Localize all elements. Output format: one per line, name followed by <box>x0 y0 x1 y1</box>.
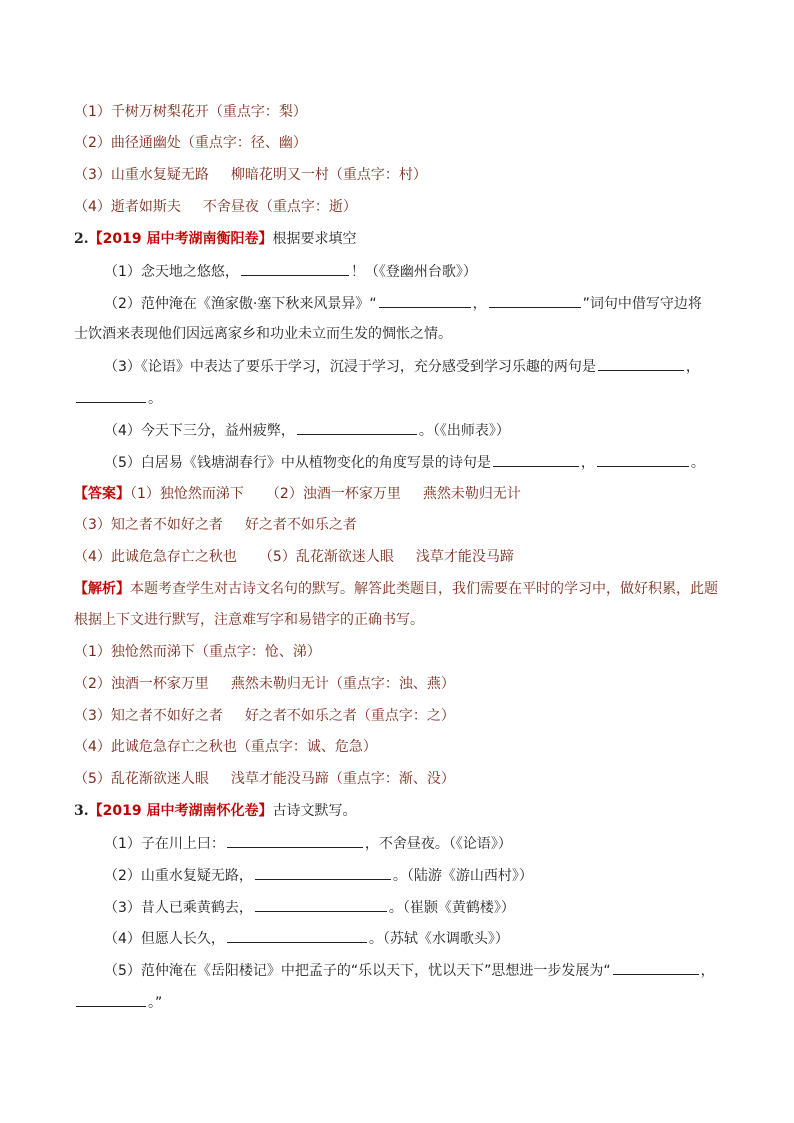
text: 根据上下文进行默写，注意难写字和易错字的正确书写。 <box>74 612 424 628</box>
question-title: 古诗文默写。 <box>272 803 357 819</box>
text: （2）曲径通幽处（重点字：径、幽） <box>74 135 307 151</box>
q2-sub-1 <box>104 260 720 282</box>
text: （5）乱花渐欲迷人眼 <box>258 549 394 565</box>
text: （1）念天地之悠悠， <box>104 264 239 280</box>
text: ， <box>580 455 595 471</box>
explain-line-3 <box>74 705 720 727</box>
prev-explain-line-4 <box>74 196 720 218</box>
text: 浅草才能没马蹄 <box>415 549 514 565</box>
text: 燕然未勒归无计 <box>422 486 521 502</box>
text: 。 <box>690 455 705 471</box>
answer-blank <box>76 387 146 403</box>
question-number: 3. <box>74 803 89 819</box>
text: （4）但愿人长久， <box>104 931 225 947</box>
prev-explain-line-3 <box>74 164 720 186</box>
q3-sub-1 <box>104 832 720 854</box>
text: （1）独怆然而涕下 <box>130 486 244 502</box>
text: 。（《出师表》） <box>418 423 510 439</box>
q2-sub-2 <box>104 292 720 314</box>
text: 好之者不如乐之者 <box>244 517 357 533</box>
text: ， <box>685 359 700 375</box>
text: （3）《论语》中表达了要乐于学习，沉浸于学习，充分感受到学习乐趣的两句是 <box>104 359 596 375</box>
q3-sub-4 <box>104 927 720 949</box>
explain-line-4 <box>74 736 720 758</box>
text: 。（陆游《游山西村》） <box>392 868 533 884</box>
answer-blank <box>255 864 391 880</box>
text: ， <box>472 296 487 312</box>
answer-tag: 【答案】 <box>74 486 130 502</box>
text: （5）乱花渐欲迷人眼 <box>74 771 209 787</box>
question-2-header <box>74 228 720 250</box>
answer-blank <box>297 419 417 435</box>
text: （2）山重水复疑无路， <box>104 868 253 884</box>
text: ”词句中借写守边将 <box>582 296 702 312</box>
question-number: 2. <box>74 231 89 247</box>
text: （3）知之者不如好之者 <box>74 708 223 724</box>
answer-line-3 <box>74 546 720 568</box>
text: 柳暗花明又一村（重点字：村） <box>230 167 427 183</box>
question-title: 根据要求填空 <box>272 231 357 247</box>
text: （5）白居易《钱塘湖春行》中从植物变化的角度写景的诗句是 <box>104 455 491 471</box>
text: 本题考查学生对古诗文名句的默写。解答此类题目，我们需要在平时的学习中，做好积累，此题 <box>130 581 718 597</box>
text: 燕然未勒归无计（重点字：浊、燕） <box>230 676 455 692</box>
text: （3）昔人已乘黄鹤去， <box>104 900 253 916</box>
explain-line-5 <box>74 768 720 790</box>
text: （2）浊酒一杯家万里 <box>265 486 401 502</box>
explain-line-1 <box>74 641 720 663</box>
answer-line-1 <box>74 483 720 505</box>
q3-sub-2 <box>104 864 720 886</box>
text: 。” <box>148 995 163 1011</box>
q2-sub-5 <box>104 451 720 473</box>
question-source: 【2019 届中考湖南衡阳卷】 <box>88 231 273 247</box>
prev-explain-line-1 <box>74 101 720 123</box>
answer-line-2 <box>74 514 720 536</box>
answer-blank <box>598 355 684 371</box>
text: （5）范仲淹在《岳阳楼记》中把孟子的“乐以天下，忧以天下”思想进一步发展为“ <box>104 963 611 979</box>
answer-blank <box>241 260 349 276</box>
q2-sub-3 <box>104 355 720 377</box>
explain-line-2 <box>74 673 720 695</box>
text: 好之者不如乐之者（重点字：之） <box>244 708 455 724</box>
text: 。 <box>148 391 162 407</box>
q2-sub-4 <box>104 419 720 441</box>
q3-sub-5 <box>104 959 720 981</box>
answer-blank <box>379 292 471 308</box>
answer-blank <box>489 292 581 308</box>
text: （3）知之者不如好之者 <box>74 517 223 533</box>
answer-blank <box>613 959 699 975</box>
text: （2）浊酒一杯家万里 <box>74 676 209 692</box>
text: （3）山重水复疑无路 <box>74 167 209 183</box>
answer-blank <box>255 896 387 912</box>
answer-blank <box>227 927 367 943</box>
text: ！（《登幽州台歌》） <box>350 264 477 280</box>
answer-blank <box>227 832 363 848</box>
answer-blank <box>76 991 146 1007</box>
answer-blank <box>597 451 689 467</box>
text: （4）此诚危急存亡之秋也 <box>74 549 237 565</box>
q3-sub-5-cont <box>74 991 720 1013</box>
text: 士饮酒来表现他们因远离家乡和功业未立而生发的惆怅之情。 <box>74 326 452 342</box>
question-source: 【2019 届中考湖南怀化卷】 <box>88 803 273 819</box>
text: （1）独怆然而涕下（重点字：怆、涕） <box>74 644 321 660</box>
text: （2）范仲淹在《渔家傲·塞下秋来风景异》“ <box>104 296 377 312</box>
analysis-tag: 【解析】 <box>74 581 130 597</box>
text: （4）今天下三分，益州疲弊， <box>104 423 295 439</box>
prev-explain-line-2 <box>74 132 720 154</box>
answer-blank <box>493 451 579 467</box>
text: 。（苏轼《水调歌头》） <box>368 931 509 947</box>
text: 。（崔颢《黄鹤楼》） <box>388 900 515 916</box>
analysis-line-1 <box>74 578 720 600</box>
analysis-line-2 <box>74 609 720 631</box>
text: 不舍昼夜（重点字：逝） <box>202 199 357 215</box>
text: （4）此诚危急存亡之秋也（重点字：诚、危急） <box>74 739 377 755</box>
text: ，不舍昼夜。（《论语》） <box>364 836 512 852</box>
text: （1）子在川上曰： <box>104 836 225 852</box>
question-3-header <box>74 800 720 822</box>
text: ， <box>700 963 715 979</box>
text: （1）千树万树梨花开（重点字：梨） <box>74 104 307 120</box>
q3-sub-3 <box>104 896 720 918</box>
q2-sub-3-cont <box>74 387 720 409</box>
text: 浅草才能没马蹄（重点字：渐、没） <box>230 771 455 787</box>
text: （4）逝者如斯夫 <box>74 199 181 215</box>
q2-sub-2-cont <box>74 323 720 345</box>
